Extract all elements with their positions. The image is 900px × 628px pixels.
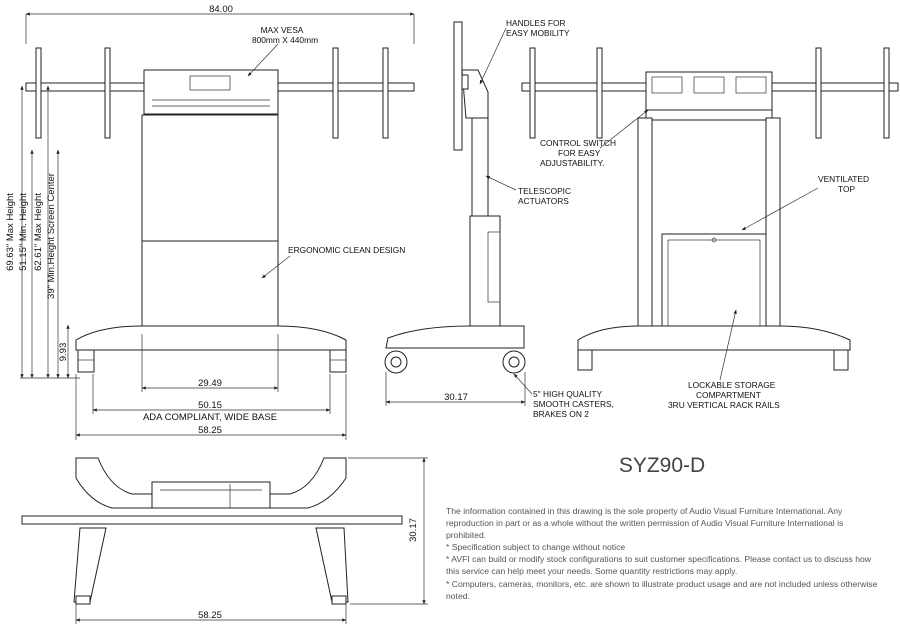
- dim-front-width: 84.00: [209, 4, 233, 15]
- callout-casters-line3: BRAKES ON 2: [533, 409, 589, 419]
- dim-inner-base: 50.15: [198, 400, 222, 411]
- callout-max-vesa-line1: MAX VESA: [260, 25, 304, 35]
- callout-storage-line2: COMPARTMENT: [696, 390, 761, 400]
- back-view: [522, 48, 898, 410]
- callout-handles-line2: EASY MOBILITY: [506, 28, 570, 38]
- dim-column-spacing: 29.49: [198, 378, 222, 389]
- dim-min-height: 51.15" Min. Height: [18, 193, 29, 271]
- front-view: [5, 4, 414, 440]
- callout-max-vesa-line2: 800mm X 440mm: [251, 35, 319, 45]
- disclaimer: [446, 505, 884, 602]
- callout-actuators-line1: TELESCOPIC: [518, 186, 572, 196]
- disclaimer-usage: * Computers, cameras, monitors, etc. are shown to illustrate product usage and are not included unless otherwise noted.: [446, 578, 878, 601]
- dim-min-screen-center: 39" Min.Height Screen Center: [46, 173, 57, 299]
- disclaimer-custom: * AVFI can build or modify stock configurations to suit customer specifications. Please contact us to discuss how this service can help meet your needs. Some quantity restrictions may apply.: [446, 554, 871, 577]
- callout-casters-line1: 5" HIGH QUALITY: [533, 389, 603, 399]
- callout-ventilated-line1: VENTILATED: [818, 174, 870, 184]
- model-title: SYZ90-D: [618, 454, 706, 477]
- ada-note: ADA COMPLIANT, WIDE BASE: [142, 412, 278, 423]
- callout-ergonomic: ERGONOMIC CLEAN DESIGN: [288, 245, 406, 255]
- disclaimer-spec: * Specification subject to change without notice: [446, 542, 626, 553]
- dim-max-height: 69.63" Max Height: [5, 193, 16, 271]
- callout-storage-line3: 3RU VERTICAL RACK RAILS: [668, 400, 780, 410]
- top-view: [22, 458, 428, 624]
- callout-handles-line1: HANDLES FOR: [506, 18, 566, 28]
- callout-casters-line2: SMOOTH CASTERS,: [533, 399, 614, 409]
- callout-control-line2: FOR EASY: [558, 148, 601, 158]
- dim-top-base: 58.25: [198, 610, 222, 621]
- callout-actuators-line2: ACTUATORS: [518, 196, 569, 206]
- dim-base-height: 9.93: [58, 342, 69, 362]
- dim-side-depth: 30.17: [444, 392, 468, 403]
- callout-control-line1: CONTROL SWITCH: [540, 138, 616, 148]
- callout-storage-line1: LOCKABLE STORAGE: [688, 380, 776, 390]
- disclaimer-ownership: The information contained in this drawing is the sole property of Audio Visual Furniture International. Any reproduction in part or as a whole without the written permission of Audio Visual Furniture International is prohibited.: [446, 506, 844, 541]
- callout-control-line3: ADJUSTABILITY.: [540, 158, 605, 168]
- dim-max-screen-center: 62.61" Max Height: [33, 193, 44, 271]
- dim-overall-base: 58.25: [198, 425, 222, 436]
- callout-ventilated-line2: TOP: [838, 184, 856, 194]
- dim-top-depth: 30.17: [408, 518, 419, 542]
